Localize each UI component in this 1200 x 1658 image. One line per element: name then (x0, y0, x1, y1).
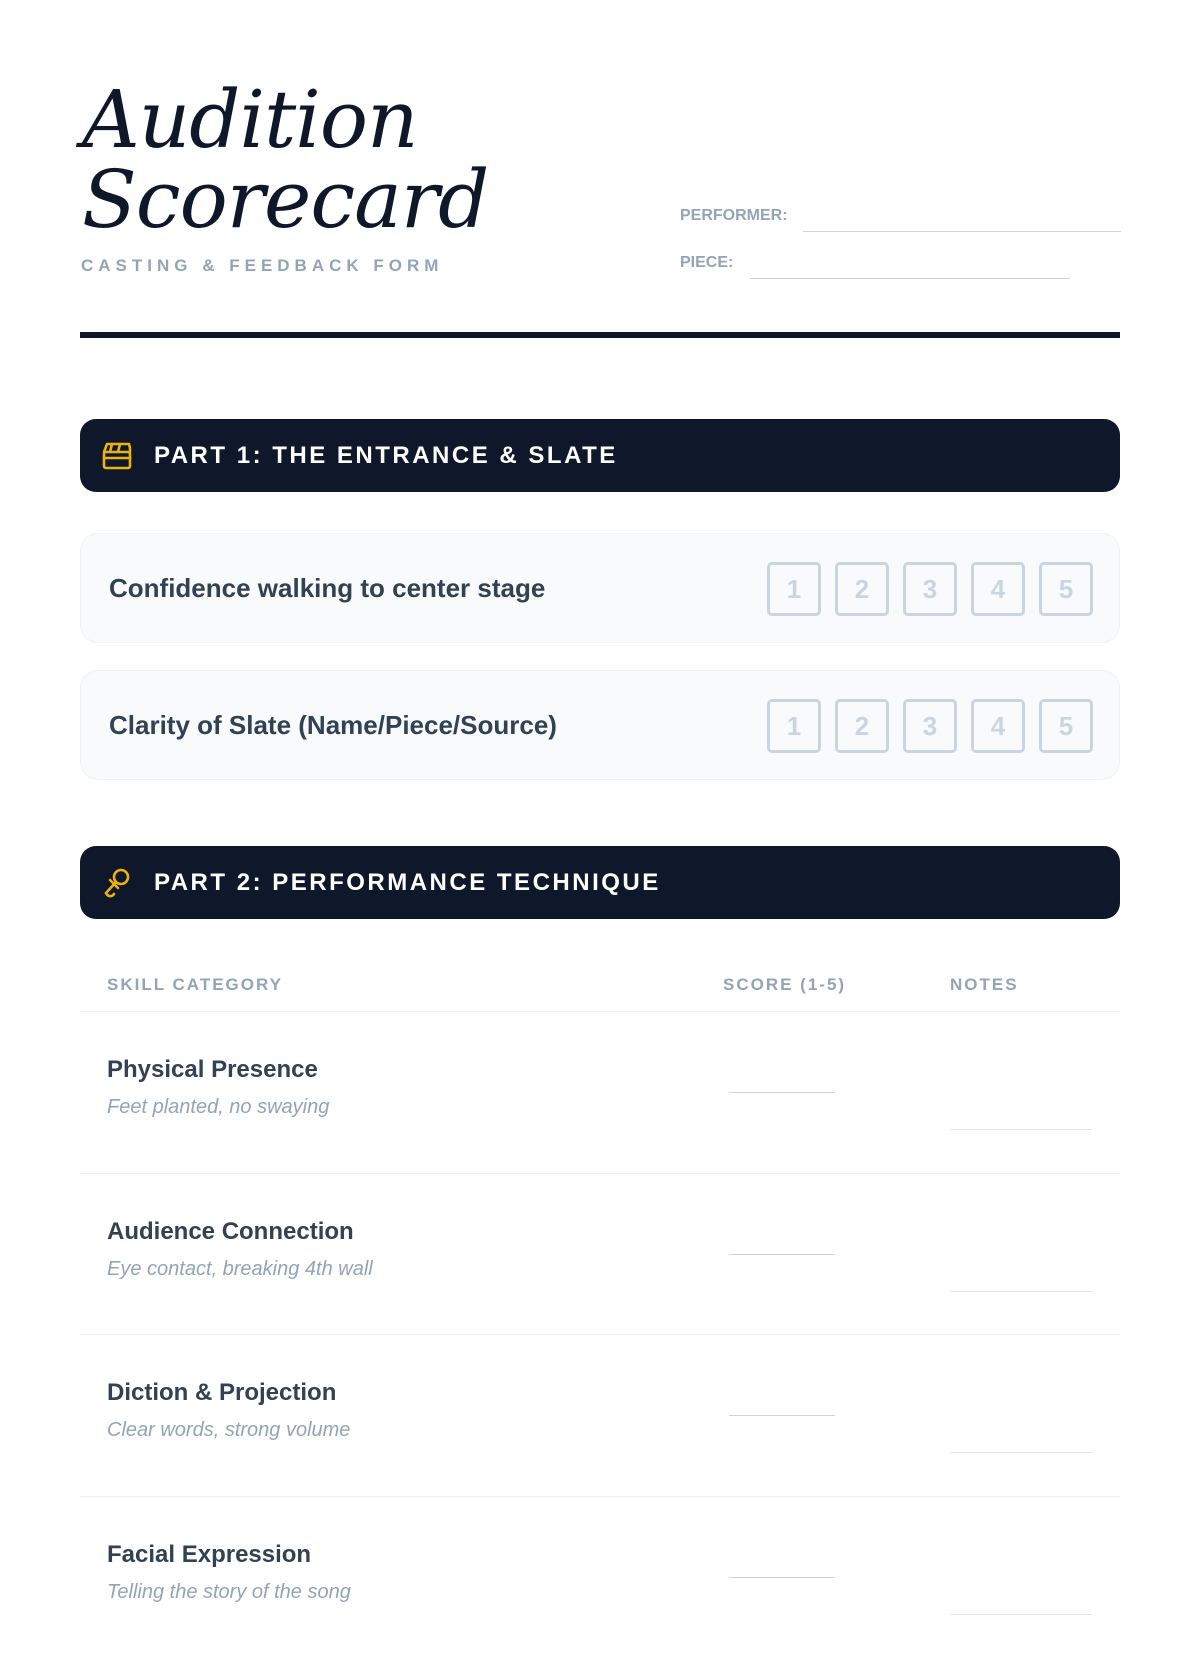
header-divider (80, 332, 1120, 338)
table-row (80, 1174, 1120, 1335)
notes-field[interactable] (950, 1452, 1092, 1453)
piece-field[interactable] (750, 278, 1070, 279)
column-header-score: SCORE (1-5) (723, 975, 847, 994)
part-2-title: PART 2: PERFORMANCE TECHNIQUE (154, 869, 661, 896)
score-field[interactable] (729, 1254, 835, 1255)
table-row (80, 1335, 1120, 1496)
notes-field[interactable] (950, 1614, 1092, 1615)
score-box-4[interactable]: 4 (971, 562, 1025, 616)
performer-field[interactable] (803, 231, 1121, 232)
score-box-2[interactable]: 2 (835, 699, 889, 753)
microphone-icon (100, 866, 134, 900)
notes-field[interactable] (950, 1129, 1092, 1130)
clapperboard-icon (100, 439, 134, 473)
skill-hint: Telling the story of the song (107, 1581, 351, 1603)
score-box-1[interactable]: 1 (767, 699, 821, 753)
part-2-header (80, 846, 1120, 919)
rating-label: Confidence walking to center stage (109, 573, 546, 603)
part-1-title: PART 1: THE ENTRANCE & SLATE (154, 442, 618, 469)
skill-hint: Clear words, strong volume (107, 1419, 351, 1441)
skill-name: Diction & Projection (107, 1379, 337, 1406)
piece-label: PIECE: (680, 254, 734, 271)
page-subtitle: CASTING & FEEDBACK FORM (81, 256, 444, 275)
skill-name: Physical Presence (107, 1056, 318, 1083)
table-row (80, 1497, 1120, 1658)
performer-label: PERFORMER: (680, 207, 788, 224)
rating-label: Clarity of Slate (Name/Piece/Source) (109, 710, 557, 740)
title-line-1: Audition (82, 73, 418, 166)
score-box-4[interactable]: 4 (971, 699, 1025, 753)
table-row (80, 1012, 1120, 1173)
score-field[interactable] (729, 1092, 835, 1093)
page-title (82, 73, 489, 246)
skill-name: Facial Expression (107, 1541, 312, 1568)
score-field[interactable] (729, 1415, 835, 1416)
score-box-5[interactable]: 5 (1039, 699, 1093, 753)
rating-row-slate (80, 670, 1120, 780)
title-line-2: Scorecard (82, 153, 489, 246)
score-options (767, 562, 1093, 616)
column-header-skill: SKILL CATEGORY (107, 975, 283, 994)
score-box-1[interactable]: 1 (767, 562, 821, 616)
column-header-notes: NOTES (950, 975, 1019, 994)
score-box-3[interactable]: 3 (903, 699, 957, 753)
skill-hint: Feet planted, no swaying (107, 1096, 330, 1118)
part-1-header (80, 419, 1120, 492)
skill-name: Audience Connection (107, 1218, 354, 1245)
skill-hint: Eye contact, breaking 4th wall (107, 1258, 373, 1280)
score-box-5[interactable]: 5 (1039, 562, 1093, 616)
rating-row-confidence (80, 533, 1120, 643)
score-box-3[interactable]: 3 (903, 562, 957, 616)
score-options (767, 699, 1093, 753)
notes-field[interactable] (950, 1291, 1092, 1292)
score-field[interactable] (729, 1577, 835, 1578)
score-box-2[interactable]: 2 (835, 562, 889, 616)
